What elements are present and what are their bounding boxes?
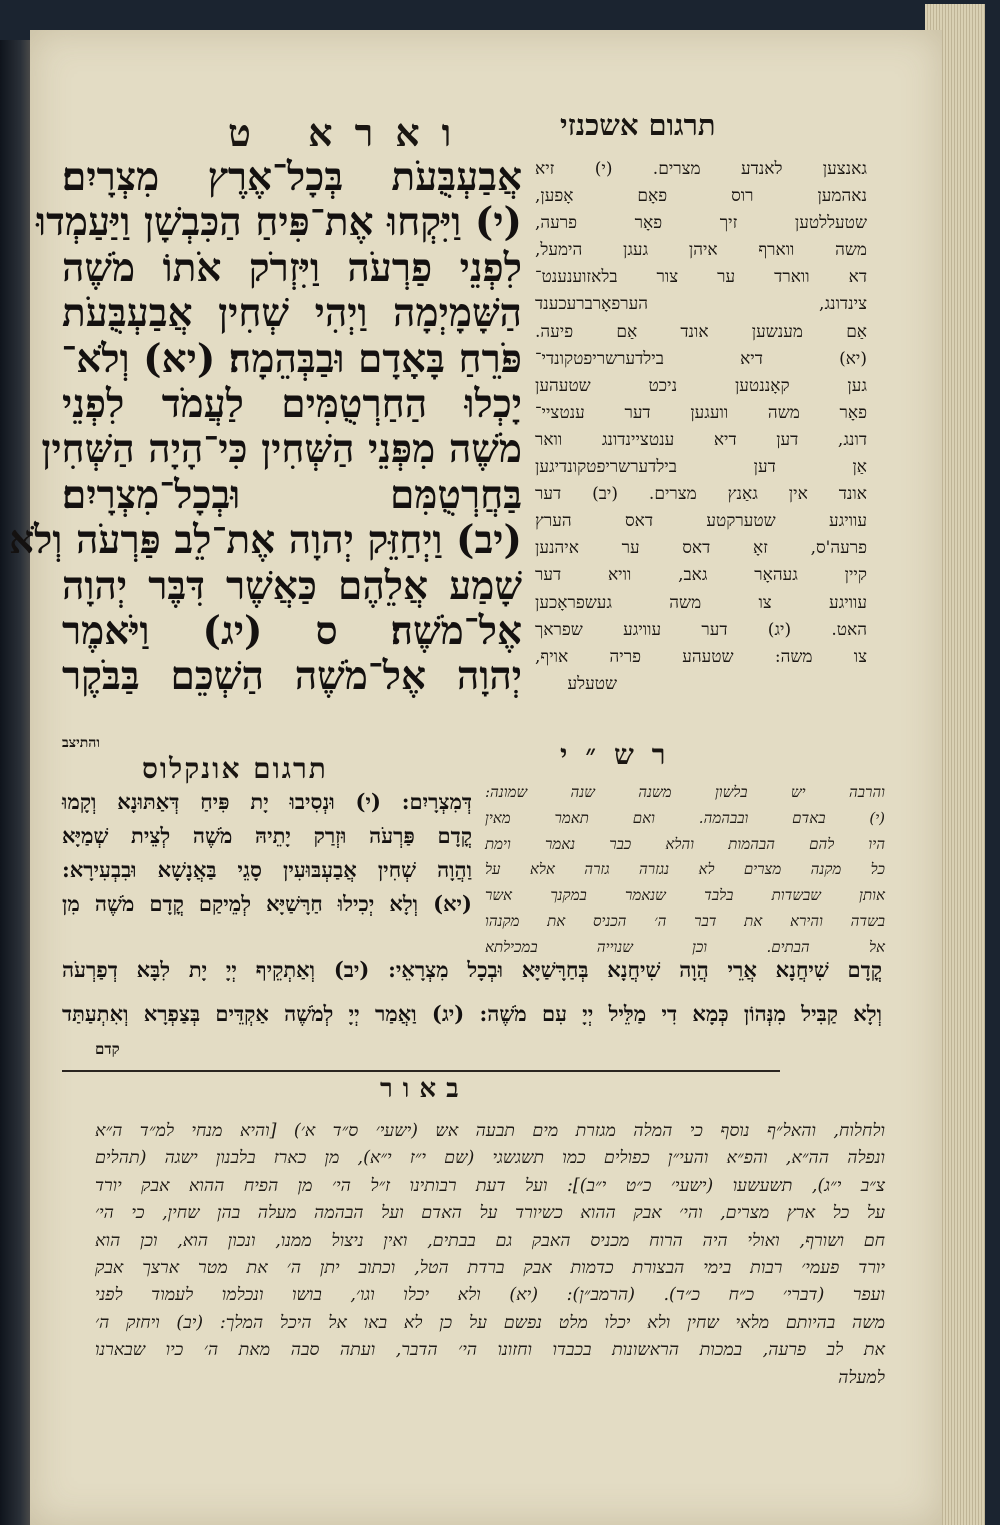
translation-line: אונד אין גאַנץ מצרים. (יב) דער [535, 484, 867, 505]
background-edge [985, 0, 1000, 1525]
translation-line: אַן דען בילדערשריפטקונדיגען [535, 457, 867, 478]
translation-line: עוויגע צו משה געשפראָכען [535, 592, 867, 613]
rashi-line: אותן שבשדות בלבד שנאמר במקנך אשר [485, 886, 885, 905]
translation-line: גאנצען לאנדע מצרים. (י) זיא [535, 159, 867, 179]
onkelos-continuation [62, 948, 882, 1036]
main-line: (יב) וַיְחַזֵּק יְהוָה אֶת־לֵב פַּרְעֹה וְלֹא [9, 517, 522, 564]
onkelos-title: תרגום אונקלוס [142, 752, 328, 785]
biur-line: ולחלוח, והאל״ף נוסף כי המלה מגזרת מים תבעה אש (ישעי׳ ס״ד א׳) [והיא מנחי למ״ד ה״א [95, 1121, 885, 1141]
biur-line: צ״ב י״ג), תשעשעו (ישעי׳ כ״ט י״ב)]: ועל דעת רבותינו ז״ל הי׳ מן הפיח ההוא אבק יורד [95, 1175, 885, 1196]
translation-line: נאהמען רוס פאָם אָפען, [535, 186, 867, 207]
main-line: יְהוָה אֶל־מֹשֶׁה הַשְׁכֵּם בַּבֹּקֶר [62, 653, 522, 700]
biur-line: למעלה [838, 1367, 885, 1388]
translation-line: דונג, דען דיא ענטציינדונג וואר [535, 429, 867, 450]
rashi-line: (י) באדם ובבהמה. ואם תאמר מאין [485, 808, 885, 827]
rashi-title: רש״י [560, 738, 684, 771]
biur-title: באור [380, 1074, 469, 1104]
biur-line: משה בהיותם מלאי שחין ולא יכלו מלט נפשם על כן לא באו אל היכל המלך: (יב) ויחזק ה׳ [95, 1312, 885, 1333]
biur-line: את לב פרעה, במכות הראשונות בכבדו וחזונו הי׳ הדבר, ועתה סבה מאת ה׳ כיו שבארנו [95, 1340, 885, 1361]
translation-line: צינדונג, הערפאָרברעכענד [535, 294, 867, 315]
main-line: הַשָּׁמָיְמָה וַיְהִי שְׁחִין אֲבַעְבֻּעֹת [62, 290, 522, 337]
onkelos-line: קֳדָם שִׁיחֲנָא אֲרֵי הֲוָה שִׁיחֲנָא בְּחַרָּשַׁיָּא וּבְכָל מִצְרָאֵי: (יב) וְאַתְקֵיף יְיָ יָת לִבָּא דְפַרְעֹה [62, 957, 882, 982]
biur-line: חם ושורף, ואולי היה הרוח מכניס האבק גם בבתים, ואין ניצול ממנו, ונכון הוא, וכן הוא [95, 1230, 885, 1251]
translation-line: אַם מענשען אונד אַם פיעה. [535, 321, 867, 342]
main-hebrew-text [9, 154, 522, 700]
translation-line: פאָר משה וועגען דער ענטציי־ [535, 402, 867, 423]
catchword: קדם [95, 1040, 120, 1058]
catchword: והתיצב [62, 735, 100, 751]
biur-line: יורד פעמי׳ רבות בימי הבצורת כדמות אבק ברדת הטל, וכתוב יתן ה׳ את מטר ארצך אבק [95, 1258, 885, 1279]
main-line: אֲבַעְבֻּעֹת בְּכָל־אֶרֶץ מִצְרָיִם׃ [62, 154, 522, 200]
translation-line: עוויגע שטערקטע דאס הערץ [535, 511, 867, 532]
translation-line: צו משה: שטעהע פריה אויף, [535, 646, 867, 667]
translation-line: שטעלע [567, 673, 617, 694]
translation-line: (יא) דיא בילדערשריפטקונדי־ [535, 348, 867, 369]
onkelos-line: דְּמִצְרָיִם: (י) וּנְסִיבוּ יָת פִּיחַ דְּאַתּוּנָא וְקָמוּ [62, 789, 472, 814]
main-line: אֶל־מֹשֶׁה׃ ס (יג) וַיֹּאמֶר [62, 608, 522, 655]
side-column-title: תרגום אשכנזי [560, 108, 716, 142]
running-head: וארא ט [228, 110, 474, 155]
onkelos-line: וַהֲוָה שְׁחִין אֲבַעְבּוּעִין סָגֵי בַּאֲנָשָׁא וּבִבְעִירָא: [62, 857, 472, 882]
rashi-commentary [485, 780, 885, 961]
onkelos-text [62, 785, 472, 921]
rashi-line: היו להם הבהמות והלא כבר נאמר וימת [485, 834, 885, 853]
rashi-line: כל מקנה מצרים לא נגזרה גזרה אלא על [485, 860, 885, 879]
translation-line: קיין געהאָר גאב, וויא דער [535, 565, 867, 586]
onkelos-line: (יא) וְלָא יְכִילוּ חַרָּשַׁיָּא לְמֵיקַם קֳדָם מֹשֶׁה מִן [62, 891, 472, 916]
main-line: שָׁמַע אֲלֵהֶם כַּאֲשֶׁר דִּבֶּר יְהוָה [62, 562, 522, 609]
main-line: פֹּרֵחַ בָּאָדָם וּבַבְּהֵמָה׃ (יא) וְלֹא־ [61, 335, 522, 382]
biur-line: על כל ארץ מצרים, והי׳ אבק ההוא כשיורד על האדם ועל הבהמה מעלה בהן שחין, כי הי׳ [95, 1203, 885, 1224]
onkelos-line: קֳדָם פַּרְעֹה וּזְרַק יָתֵיהּ מֹשֶׁה לְצֵית שְׁמַיָּא [62, 823, 472, 848]
main-line: בַּחֲרְטֻמִּם וּבְכָל־מִצְרָיִם׃ [62, 471, 522, 518]
rashi-line: והרבה יש בלשון משנה שנה שמונה: [485, 783, 885, 801]
main-line: (י) וַיִּקְחוּ אֶת־פִּיחַ הַכִּבְשָׁן וַיַּעַמְדוּ [36, 199, 522, 246]
biur-line: ונפלה הה״א, והפ״א והעי״ן כפולים כמו תשגשגי (שם י״ז י״א), מן כארז בלבנון ישגה (תהלים [95, 1148, 885, 1169]
translation-line: האט. (יג) דער עוויגע שפראך [535, 619, 867, 640]
translation-line: גען קאָננטען ניכט שטעהען [535, 375, 867, 396]
biur-line: ועפר (דברי׳ כ״ח כ״ד). (הרמב״ן): (יא) ולא יכלו וגו׳, בושו ונכלמו לעמוד לפני [95, 1285, 885, 1306]
main-line: לִפְנֵי פַרְעֹה וַיִּזְרֹק אֹתוֹ מֹשֶׁה [62, 244, 522, 291]
translation-line: פרעה'ס, זאָ דאס ער איהנען [535, 538, 867, 559]
onkelos-line: וְלָא קַבִּיל מִנְּהוֹן כְּמָא דִי מַלֵּיל יְיָ עִם מֹשֶׁה: (יג) וַאֲמַר יְיָ לְמֹשֶׁה אַקְדֵּים בְּצַפְרָא וְאִתְעַתַּד [62, 1001, 882, 1026]
main-line: יָכְלוּ הַחַרְטֻמִּים לַעֲמֹד לִפְנֵי [62, 381, 522, 428]
biur-commentary [95, 1118, 885, 1392]
main-line: מֹשֶׁה מִפְּנֵי הַשְּׁחִין כִּי־הָיָה הַשְּׁחִין [41, 426, 522, 473]
translation-column [535, 156, 867, 698]
book-gutter [0, 40, 34, 1525]
rashi-line: בשדה והירא את דבר ה׳ הכניס את מקנהו [485, 911, 885, 930]
divider-rule [62, 1070, 780, 1072]
rashi-line: אל הבתים. וכן שנוייה במכילתא [485, 937, 885, 956]
translation-line: שטעללטען זיך פאָר פרעה, [535, 213, 867, 234]
translation-line: דא ווארד ער צור בלאזוענענט־ [535, 267, 867, 288]
translation-line: משה ווארף איהן געגן הימעל, [535, 240, 867, 261]
